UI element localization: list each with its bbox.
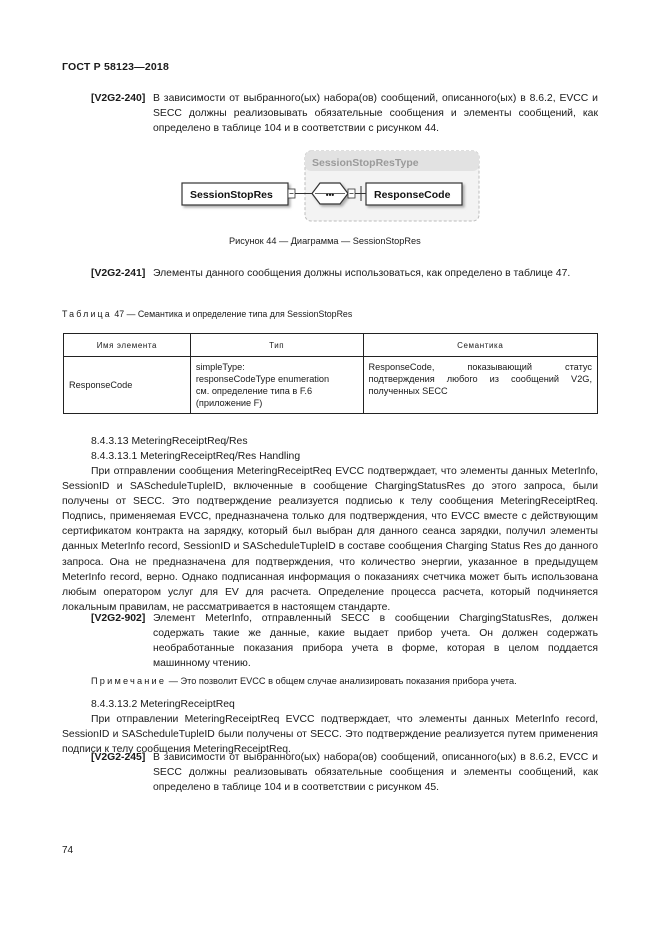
requirement-text: В зависимости от выбранного(ых) набора(ов) сообщений, описанного(ых) в 8.6.2, EVCC и SECC должны реализовывать обязательные сообщения и элементы сообщений, как определено в таблице 104 и в соответствии с рисунком 44. (153, 93, 598, 135)
requirement-tag: [V2G2-241] (91, 268, 146, 279)
requirement-text: В зависимости от выбранного(ых) набора(ов) сообщений, описанного(ых) в 8.6.2, EVCC и SECC должны реализовывать обязательные сообщения и элементы сообщений, как определено в таблице 104 и в соответствии с рисунком 45. (153, 752, 598, 794)
receipt-paragraph: При отправлении MeteringReceiptReq EVCC подтверждает, что элементы данных MeterInfo record, SessionID и SAScheduleTupleID были получены от SECC. Это подтверждение реализуется путем применения подписи к телу сообщения MeteringReceiptReq. (62, 714, 598, 756)
table-header-cell: Семантика (363, 334, 597, 357)
requirement-tag: [V2G2-245] (91, 752, 146, 763)
section-heading: 8.4.3.13.2 MeteringReceiptReq (91, 699, 235, 710)
document-header: ГОСТ Р 58123—2018 (62, 61, 170, 73)
semantics-table (63, 333, 598, 414)
note-text: — Это позволит EVCC в общем случае анализировать показания прибора учета. (168, 676, 517, 686)
type-line: responseCodeType enumeration (195, 374, 330, 384)
section-heading: 8.4.3.13 MeteringReceiptReq/Res (91, 436, 248, 447)
table-caption-text: 47 — Семантика и определение типа для SessionStopRes (114, 309, 353, 319)
root-element-label: SessionStopRes (190, 189, 273, 201)
requirement-tag: [V2G2-902] (91, 613, 146, 624)
type-line: см. определение типа в F.6 (195, 386, 313, 396)
table-cell-semantics: ResponseCode, показывающий статус подтверждения любого из сообщений V2G, полученных SECC (363, 357, 597, 414)
table-caption (62, 309, 352, 319)
table-header-row (64, 334, 598, 357)
table-header-cell: Тип (190, 334, 363, 357)
note-label: Примечание (91, 676, 167, 686)
requirement-v2g2-240 (91, 91, 598, 137)
complex-type-label: SessionStopResType (312, 157, 419, 169)
requirement-text: Элементы данного сообщения должны использоваться, как определено в таблице 47. (153, 268, 571, 279)
note (91, 676, 517, 686)
table-row (64, 357, 598, 414)
requirement-text: Элемент MeterInfo, отправленный SECC в сообщении ChargingStatusRes, должен содержать такие же данные, какие выдает прибор учета. Он должен содержать необработанные показания прибора учета в форме, которая в целом поддается машинному чтению. (153, 613, 598, 670)
section-heading: 8.4.3.13.1 MeteringReceiptReq/Res Handling (91, 451, 301, 462)
figure-caption: Рисунок 44 — Диаграмма — SessionStopRes (229, 236, 421, 246)
table-cell-type (190, 357, 363, 414)
session-stop-res-diagram (178, 148, 484, 228)
requirement-v2g2-902 (91, 611, 598, 673)
requirement-tag: [V2G2-240] (91, 93, 146, 104)
handling-paragraph: При отправлении сообщения MeteringReceiptReq EVCC подтверждает, что элементы данных MeterInfo, SessionID и SAScheduleTupleID, включенные в сообщение ChargingStatusRes до этого запроса, были получены от SECC. Это подтверждение реализуется подписью к телу сообщения MeteringReceiptReq. Подпись, применяемая EVCC, предназначена только для подтверждения, что EVCC вместе с действующим сертификатом контракта на зарядку, который был выбран для данного сеанса зарядки, получил элементы данных MeterInfo record, SessionID и SAScheduleTupleID в составе сообщения Charging Status Res до данного запроса. Она не предназначена для подтверждения, что количество энергии, указанное в предыдущем MeterInfo record, верно. Однако подписанная информация о показаниях счетчика может быть использована любым оператором услуг для EV для расчета. Определение процесса расчета, который подчиняется локальным правилам, не рассматривается в настоящем стандарте. (62, 466, 598, 613)
child-element-label: ResponseCode (374, 189, 451, 201)
type-line: simpleType: (195, 362, 245, 372)
table-caption-prefix: Таблица (62, 309, 112, 319)
table-cell-name: ResponseCode (64, 357, 191, 414)
page-number: 74 (62, 845, 74, 856)
sequence-dots-icon: ••• (325, 190, 335, 200)
requirement-v2g2-245 (91, 750, 598, 796)
requirement-v2g2-241 (91, 266, 598, 297)
type-line: (приложение F) (195, 398, 263, 408)
table-header-cell: Имя элемента (64, 334, 191, 357)
